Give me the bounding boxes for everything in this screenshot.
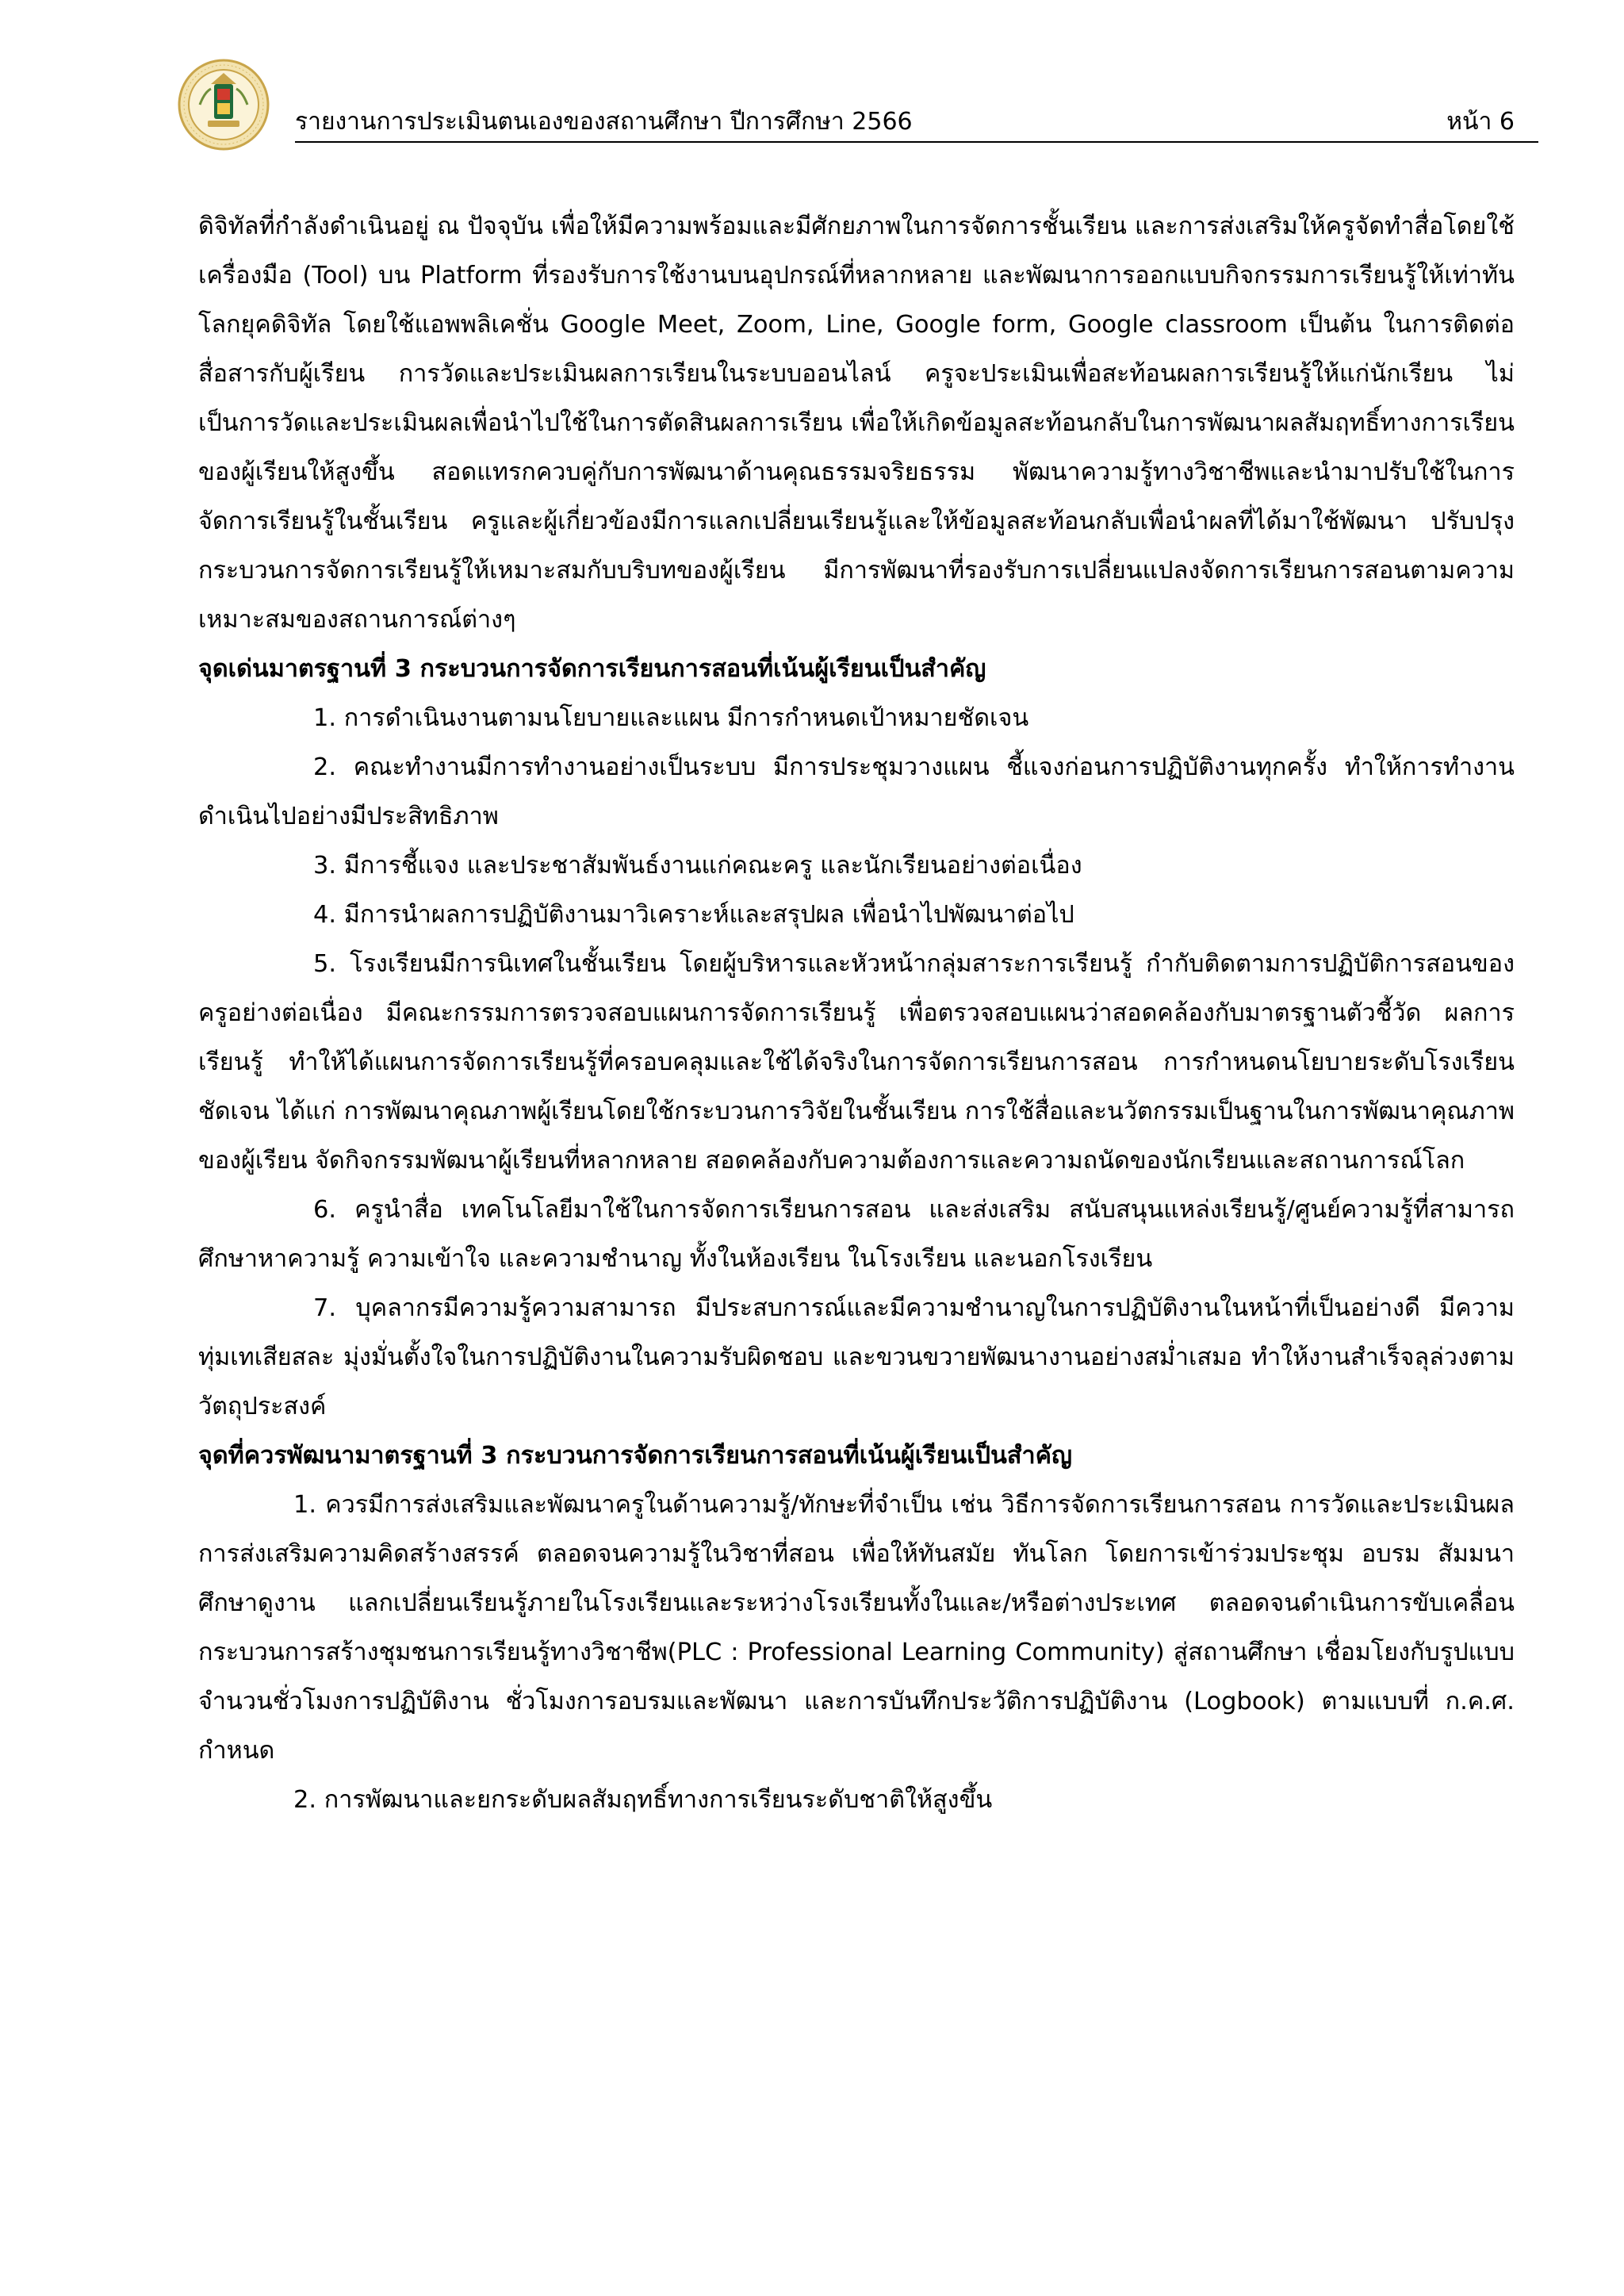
improvements-heading: จุดที่ควรพัฒนามาตรฐานที่ 3 กระบวนการจัดการเรียนการสอนที่เน้นผู้เรียนเป็นสำคัญ bbox=[198, 1442, 1072, 1470]
improvement-item-2: 2. การพัฒนาและยกระดับผลสัมฤทธิ์ทางการเรียนระดับชาติให้สูงขึ้น bbox=[293, 1786, 993, 1814]
strength-item-3: 3. มีการชี้แจง และประชาสัมพันธ์งานแก่คณะครู และนักเรียนอย่างต่อเนื่อง bbox=[313, 852, 1082, 880]
strengths-heading: จุดเด่นมาตรฐานที่ 3 กระบวนการจัดการเรียนการสอนที่เน้นผู้เรียนเป็นสำคัญ bbox=[198, 655, 986, 683]
strength-item-1: 1. การดำเนินงานตามนโยบายและแผน มีการกำหนดเป้าหมายชัดเจน bbox=[313, 704, 1029, 732]
strength-item-2: 2. คณะทำงานมีการทำงานอย่างเป็นระบบ มีการประชุมวางแผน ชี้แจงก่อนการปฏิบัติงานทุกครั้ง ทำให้การทำงานดำเนินไปอย่างมีประสิทธิภาพ bbox=[198, 753, 1515, 830]
strength-item-6: 6. ครูนำสื่อ เทคโนโลยีมาใช้ในการจัดการเรียนการสอน และส่งเสริม สนับสนุนแหล่งเรียนรู้/ศูนย์ความรู้ที่สามารถศึกษาหาความรู้ ความเข้าใจ และความชำนาญ ทั้งในห้องเรียน ในโรงเรียน และนอกโรงเรียน bbox=[198, 1196, 1515, 1273]
strength-item-7: 7. บุคลากรมีความรู้ความสามารถ มีประสบการณ์และมีความชำนาญในการปฏิบัติงานในหน้าที่เป็นอย่างดี มีความทุ่มเทเสียสละ มุ่งมั่นตั้งใจในการปฏิบัติงานในความรับผิดชอบ และขวนขวายพัฒนางานอย่างสม่ำเสมอ ทำให้งานสำเร็จลุล่วงตามวัตถุประสงค์ bbox=[198, 1294, 1515, 1420]
intro-paragraph: ดิจิทัลที่กำลังดำเนินอยู่ ณ ปัจจุบัน เพื่อให้มีความพร้อมและมีศักยภาพในการจัดการชั้นเรียน และการส่งเสริมให้ครูจัดทำสื่อโดยใช้เครื่องมือ (Tool) บน Platform ที่รองรับการใช้งานบนอุปกรณ์ที่หลากหลาย และพัฒนาการออกแบบกิจกรรมการเรียนรู้ให้เท่าทันโลกยุคดิจิทัล โดยใช้แอพพลิเคชั่น Google Meet, Zoom, Line, Google form, Google classroom เป็นต้น ในการติดต่อสื่อสารกับผู้เรียน การวัดและประเมินผลการเรียนในระบบออนไลน์ ครูจะประเมินเพื่อสะท้อนผลการเรียนรู้ให้แก่นักเรียน ไม่เป็นการวัดและประเมินผลเพื่อนำไปใช้ในการตัดสินผลการเรียน เพื่อให้เกิดข้อมูลสะท้อนกลับในการพัฒนาผลสัมฤทธิ์ทางการเรียนของผู้เรียนให้สูงขึ้น สอดแทรกควบคู่กับการพัฒนาด้านคุณธรรมจริยธรรม พัฒนาความรู้ทางวิชาชีพและนำมาปรับใช้ในการจัดการเรียนรู้ในชั้นเรียน ครูและผู้เกี่ยวข้องมีการแลกเปลี่ยนเรียนรู้และให้ข้อมูลสะท้อนกลับเพื่อนำผลที่ได้มาใช้พัฒนา ปรับปรุงกระบวนการจัดการเรียนรู้ให้เหมาะสมกับบริบทของผู้เรียน มีการพัฒนาที่รองรับการเปลี่ยนแปลงจัดการเรียนการสอนตามความเหมาะสมของสถานการณ์ต่างๆ bbox=[198, 213, 1515, 634]
strength-item-4: 4. มีการนำผลการปฏิบัติงานมาวิเคราะห์และสรุปผล เพื่อนำไปพัฒนาต่อไป bbox=[313, 901, 1074, 929]
page-header bbox=[176, 57, 1538, 152]
improvement-item-1: 1. ควรมีการส่งเสริมและพัฒนาครูในด้านความรู้/ทักษะที่จำเป็น เช่น วิธีการจัดการเรียนการสอน การวัดและประเมินผล การส่งเสริมความคิดสร้างสรรค์ ตลอดจนความรู้ในวิชาที่สอน เพื่อให้ทันสมัย ทันโลก โดยการเข้าร่วมประชุม อบรม สัมมนา ศึกษาดูงาน แลกเปลี่ยนเรียนรู้ภายในโรงเรียนและระหว่างโรงเรียนทั้งในและ/หรือต่างประเทศ ตลอดจนดำเนินการขับเคลื่อนกระบวนการสร้างชุมชนการเรียนรู้ทางวิชาชีพ(PLC : Professional Learning Community) สู่สถานศึกษา เชื่อมโยงกับรูปแบบ จำนวนชั่วโมงการปฏิบัติงาน ชั่วโมงการอบรมและพัฒนา และการบันทึกประวัติการปฏิบัติงาน (Logbook) ตามแบบที่ ก.ค.ศ. กำหนด bbox=[198, 1491, 1515, 1765]
report-title: รายงานการประเมินตนเองของสถานศึกษา ปีการศึกษา 2566 bbox=[295, 108, 913, 136]
strength-item-5: 5. โรงเรียนมีการนิเทศในชั้นเรียน โดยผู้บริหารและหัวหน้ากลุ่มสาระการเรียนรู้ กำกับติดตามการปฏิบัติการสอนของครูอย่างต่อเนื่อง มีคณะกรรมการตรวจสอบแผนการจัดการเรียนรู้ เพื่อตรวจสอบแผนว่าสอดคล้องกับมาตรฐานตัวชี้วัด ผลการเรียนรู้ ทำให้ได้แผนการจัดการเรียนรู้ที่ครอบคลุมและใช้ได้จริงในการจัดการเรียนการสอน การกำหนดนโยบายระดับโรงเรียนชัดเจน ได้แก่ การพัฒนาคุณภาพผู้เรียนโดยใช้กระบวนการวิจัยในชั้นเรียน การใช้สื่อและนวัตกรรมเป็นฐานในการพัฒนาคุณภาพของผู้เรียน จัดกิจกรรมพัฒนาผู้เรียนที่หลากหลาย สอดคล้องกับความต้องการและความถนัดของนักเรียนและสถานการณ์โลก bbox=[198, 950, 1515, 1175]
header-divider bbox=[295, 141, 1538, 143]
page-number: หน้า 6 bbox=[1446, 108, 1515, 136]
school-seal-icon bbox=[176, 57, 271, 152]
document-body bbox=[198, 202, 1515, 1825]
